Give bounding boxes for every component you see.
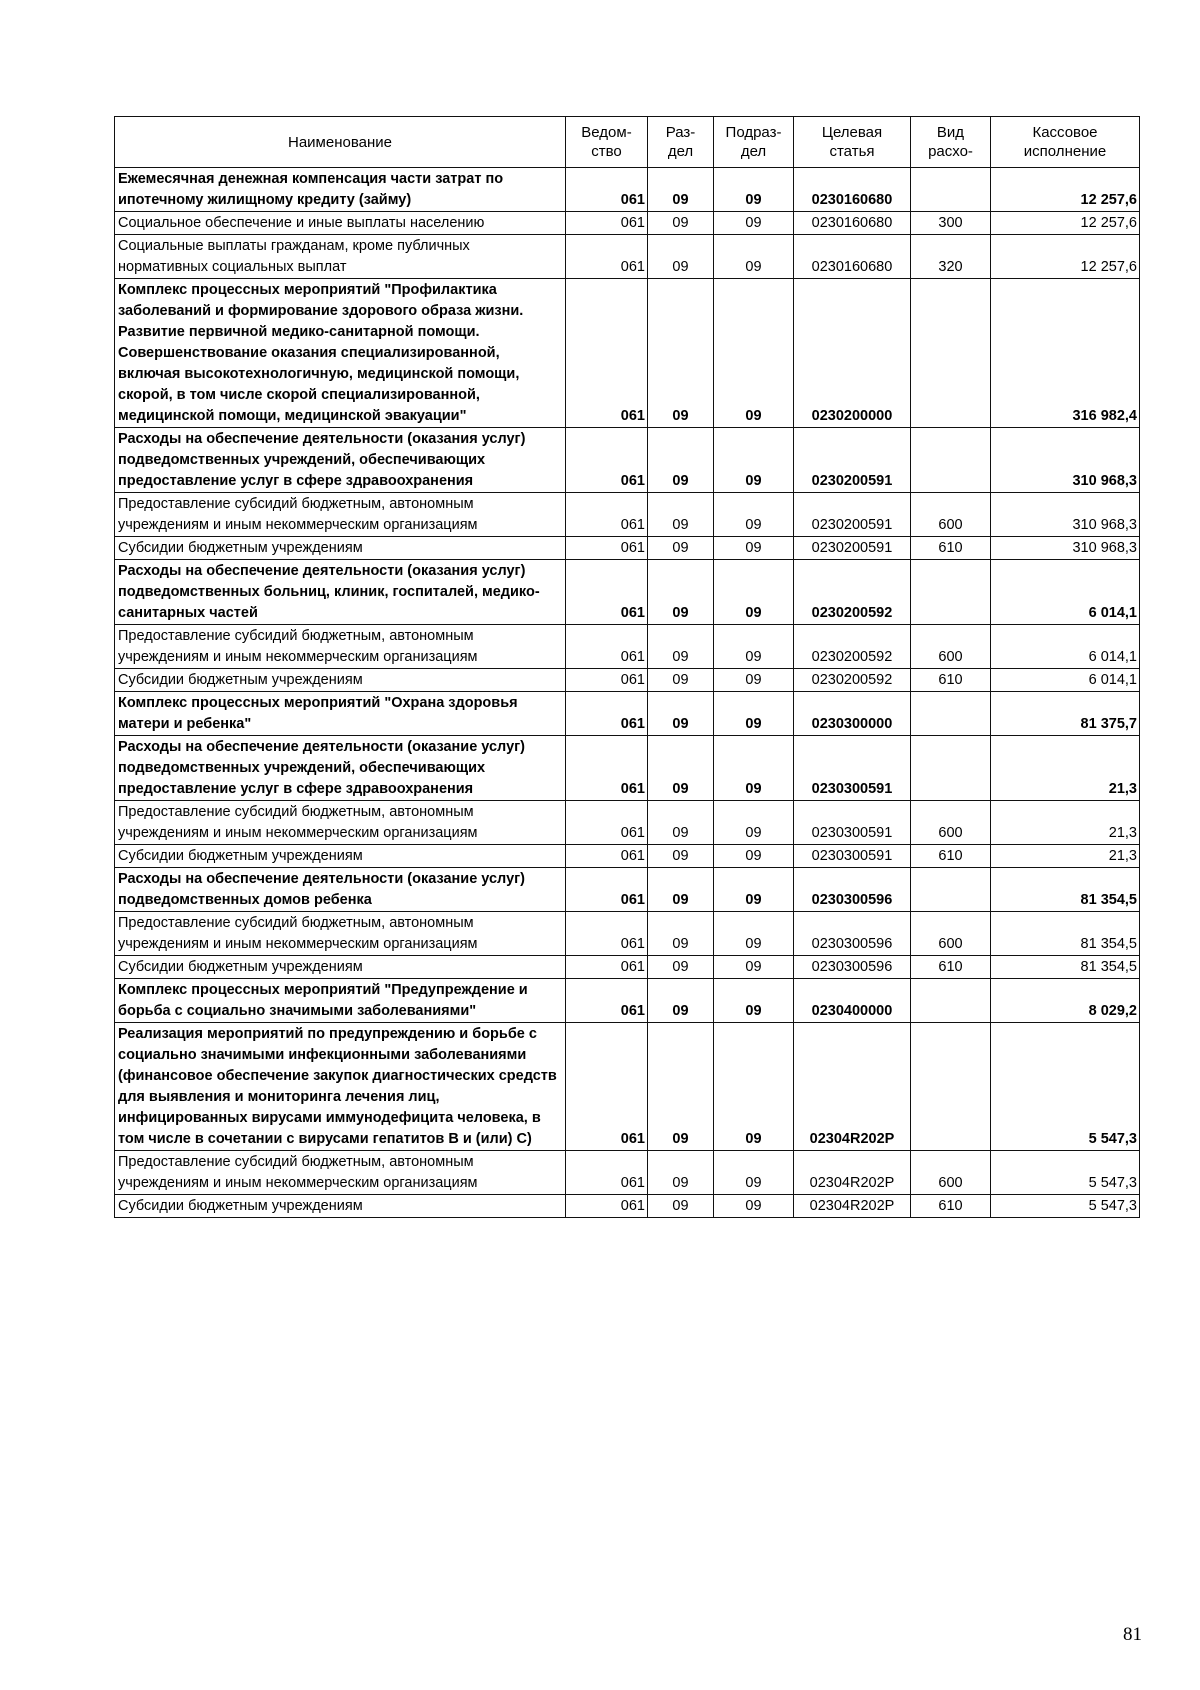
- table-row: [115, 736, 1140, 801]
- cell-kassovoe-ispolnenie: 81 354,5: [991, 956, 1140, 979]
- page-number: 81: [1123, 1624, 1142, 1645]
- cell-celevaya-statya: 0230200592: [794, 625, 911, 669]
- cell-vedomstvo: 061: [566, 493, 648, 537]
- cell-vedomstvo: 061: [566, 845, 648, 868]
- cell-celevaya-statya: 0230200000: [794, 279, 911, 428]
- header-podrazdel: Подраз- дел: [714, 117, 794, 168]
- cell-razdel: 09: [648, 1195, 714, 1218]
- cell-razdel: 09: [648, 493, 714, 537]
- cell-razdel: 09: [648, 801, 714, 845]
- cell-vid-rashodov: 320: [911, 235, 991, 279]
- cell-celevaya-statya: 0230300591: [794, 845, 911, 868]
- header-vid-rashodov: Вид расхо-: [911, 117, 991, 168]
- cell-vedomstvo: 061: [566, 868, 648, 912]
- budget-execution-table: [114, 116, 1140, 1218]
- cell-name: Социальные выплаты гражданам, кроме публичных нормативных социальных выплат: [115, 235, 566, 279]
- cell-name: Предоставление субсидий бюджетным, автономным учреждениям и иным некоммерческим организациям: [115, 493, 566, 537]
- cell-vid-rashodov: [911, 692, 991, 736]
- cell-podrazdel: 09: [714, 1023, 794, 1151]
- cell-razdel: 09: [648, 537, 714, 560]
- cell-podrazdel: 09: [714, 736, 794, 801]
- cell-name: Социальное обеспечение и иные выплаты населению: [115, 212, 566, 235]
- cell-podrazdel: 09: [714, 537, 794, 560]
- cell-vedomstvo: 061: [566, 736, 648, 801]
- cell-vid-rashodov: 600: [911, 493, 991, 537]
- cell-celevaya-statya: 0230200591: [794, 428, 911, 493]
- cell-kassovoe-ispolnenie: 21,3: [991, 801, 1140, 845]
- cell-celevaya-statya: 0230200591: [794, 493, 911, 537]
- cell-vid-rashodov: 600: [911, 912, 991, 956]
- cell-kassovoe-ispolnenie: 6 014,1: [991, 625, 1140, 669]
- cell-vedomstvo: 061: [566, 1023, 648, 1151]
- cell-podrazdel: 09: [714, 625, 794, 669]
- budget-table-container: [114, 116, 1139, 1218]
- cell-kassovoe-ispolnenie: 12 257,6: [991, 212, 1140, 235]
- table-row: [115, 1195, 1140, 1218]
- cell-razdel: 09: [648, 736, 714, 801]
- cell-razdel: 09: [648, 168, 714, 212]
- cell-vid-rashodov: 610: [911, 845, 991, 868]
- cell-vedomstvo: 061: [566, 956, 648, 979]
- header-kassovoe-ispolnenie: Кассовое исполнение: [991, 117, 1140, 168]
- cell-kassovoe-ispolnenie: 12 257,6: [991, 168, 1140, 212]
- cell-podrazdel: 09: [714, 669, 794, 692]
- table-row: [115, 493, 1140, 537]
- table-row: [115, 168, 1140, 212]
- cell-name: Комплекс процессных мероприятий "Предупреждение и борьба с социально значимыми заболеваниями": [115, 979, 566, 1023]
- cell-podrazdel: 09: [714, 235, 794, 279]
- cell-kassovoe-ispolnenie: 81 375,7: [991, 692, 1140, 736]
- cell-vid-rashodov: [911, 560, 991, 625]
- cell-name: Ежемесячная денежная компенсация части затрат по ипотечному жилищному кредиту (займу): [115, 168, 566, 212]
- cell-vid-rashodov: 600: [911, 625, 991, 669]
- cell-vedomstvo: 061: [566, 235, 648, 279]
- table-body: [115, 168, 1140, 1218]
- cell-kassovoe-ispolnenie: 81 354,5: [991, 868, 1140, 912]
- cell-celevaya-statya: 02304R202P: [794, 1195, 911, 1218]
- table-row: [115, 625, 1140, 669]
- cell-vid-rashodov: [911, 868, 991, 912]
- table-row: [115, 212, 1140, 235]
- cell-celevaya-statya: 0230300596: [794, 868, 911, 912]
- cell-vedomstvo: 061: [566, 979, 648, 1023]
- cell-podrazdel: 09: [714, 493, 794, 537]
- table-row: [115, 868, 1140, 912]
- cell-podrazdel: 09: [714, 801, 794, 845]
- table-row: [115, 692, 1140, 736]
- cell-name: Комплекс процессных мероприятий "Профилактика заболеваний и формирование здорового образа жизни. Развитие первичной медико-санитарной помощи. Совершенствование оказания специализированной, включая высокотехнологичную, медицинской помощи, скорой, в том числе скорой специализированной, медицинской помощи, медицинской эвакуации": [115, 279, 566, 428]
- cell-kassovoe-ispolnenie: 316 982,4: [991, 279, 1140, 428]
- cell-razdel: 09: [648, 625, 714, 669]
- cell-vid-rashodov: 610: [911, 956, 991, 979]
- cell-podrazdel: 09: [714, 560, 794, 625]
- cell-celevaya-statya: 0230300596: [794, 912, 911, 956]
- header-celevaya-statya: Целевая статья: [794, 117, 911, 168]
- cell-name: Субсидии бюджетным учреждениям: [115, 1195, 566, 1218]
- cell-name: Реализация мероприятий по предупреждению и борьбе с социально значимыми инфекционными заболеваниями (финансовое обеспечение закупок диагностических средств для выявления и мониторинга лечения лиц, инфицированных вирусами иммунодефицита человека, в том числе в сочетании с вирусами гепатитов B и (или) C): [115, 1023, 566, 1151]
- cell-vid-rashodov: 600: [911, 1151, 991, 1195]
- cell-celevaya-statya: 0230300596: [794, 956, 911, 979]
- header-vedomstvo: Ведом- ство: [566, 117, 648, 168]
- table-row: [115, 801, 1140, 845]
- cell-celevaya-statya: 0230160680: [794, 212, 911, 235]
- cell-vedomstvo: 061: [566, 428, 648, 493]
- cell-razdel: 09: [648, 212, 714, 235]
- cell-razdel: 09: [648, 692, 714, 736]
- cell-kassovoe-ispolnenie: 5 547,3: [991, 1023, 1140, 1151]
- cell-vedomstvo: 061: [566, 625, 648, 669]
- cell-kassovoe-ispolnenie: 6 014,1: [991, 669, 1140, 692]
- cell-razdel: 09: [648, 868, 714, 912]
- cell-vedomstvo: 061: [566, 168, 648, 212]
- cell-celevaya-statya: 0230160680: [794, 168, 911, 212]
- cell-razdel: 09: [648, 956, 714, 979]
- cell-razdel: 09: [648, 428, 714, 493]
- header-razdel: Раз- дел: [648, 117, 714, 168]
- table-header-row: [115, 117, 1140, 168]
- table-row: [115, 1151, 1140, 1195]
- cell-name: Комплекс процессных мероприятий "Охрана здоровья матери и ребенка": [115, 692, 566, 736]
- cell-name: Предоставление субсидий бюджетным, автономным учреждениям и иным некоммерческим организациям: [115, 625, 566, 669]
- cell-kassovoe-ispolnenie: 310 968,3: [991, 493, 1140, 537]
- cell-celevaya-statya: 0230400000: [794, 979, 911, 1023]
- cell-vid-rashodov: [911, 1023, 991, 1151]
- table-row: [115, 956, 1140, 979]
- cell-vid-rashodov: [911, 979, 991, 1023]
- cell-kassovoe-ispolnenie: 21,3: [991, 845, 1140, 868]
- cell-vedomstvo: 061: [566, 1195, 648, 1218]
- cell-celevaya-statya: 0230200591: [794, 537, 911, 560]
- cell-vid-rashodov: 300: [911, 212, 991, 235]
- cell-celevaya-statya: 02304R202P: [794, 1151, 911, 1195]
- cell-celevaya-statya: 0230300000: [794, 692, 911, 736]
- table-row: [115, 912, 1140, 956]
- cell-kassovoe-ispolnenie: 12 257,6: [991, 235, 1140, 279]
- cell-podrazdel: 09: [714, 1195, 794, 1218]
- cell-podrazdel: 09: [714, 168, 794, 212]
- cell-razdel: 09: [648, 669, 714, 692]
- cell-podrazdel: 09: [714, 956, 794, 979]
- cell-name: Субсидии бюджетным учреждениям: [115, 669, 566, 692]
- cell-vid-rashodov: 600: [911, 801, 991, 845]
- cell-razdel: 09: [648, 235, 714, 279]
- cell-podrazdel: 09: [714, 912, 794, 956]
- cell-razdel: 09: [648, 979, 714, 1023]
- cell-podrazdel: 09: [714, 845, 794, 868]
- cell-vid-rashodov: 610: [911, 1195, 991, 1218]
- cell-celevaya-statya: 0230200592: [794, 560, 911, 625]
- cell-vid-rashodov: [911, 428, 991, 493]
- table-row: [115, 845, 1140, 868]
- cell-razdel: 09: [648, 1023, 714, 1151]
- table-row: [115, 428, 1140, 493]
- cell-podrazdel: 09: [714, 1151, 794, 1195]
- cell-kassovoe-ispolnenie: 21,3: [991, 736, 1140, 801]
- header-name: Наименование: [115, 117, 566, 168]
- table-row: [115, 537, 1140, 560]
- cell-vedomstvo: 061: [566, 669, 648, 692]
- cell-vid-rashodov: [911, 279, 991, 428]
- table-row: [115, 1023, 1140, 1151]
- cell-razdel: 09: [648, 560, 714, 625]
- cell-kassovoe-ispolnenie: 81 354,5: [991, 912, 1140, 956]
- cell-vedomstvo: 061: [566, 212, 648, 235]
- cell-razdel: 09: [648, 912, 714, 956]
- cell-name: Предоставление субсидий бюджетным, автономным учреждениям и иным некоммерческим организациям: [115, 1151, 566, 1195]
- cell-name: Расходы на обеспечение деятельности (оказания услуг) подведомственных больниц, клиник, госпиталей, медико-санитарных частей: [115, 560, 566, 625]
- cell-kassovoe-ispolnenie: 310 968,3: [991, 537, 1140, 560]
- cell-vedomstvo: 061: [566, 912, 648, 956]
- cell-celevaya-statya: 0230300591: [794, 801, 911, 845]
- cell-vedomstvo: 061: [566, 692, 648, 736]
- cell-podrazdel: 09: [714, 868, 794, 912]
- cell-name: Предоставление субсидий бюджетным, автономным учреждениям и иным некоммерческим организациям: [115, 801, 566, 845]
- cell-razdel: 09: [648, 845, 714, 868]
- cell-celevaya-statya: 02304R202P: [794, 1023, 911, 1151]
- cell-kassovoe-ispolnenie: 5 547,3: [991, 1195, 1140, 1218]
- cell-podrazdel: 09: [714, 212, 794, 235]
- cell-vid-rashodov: [911, 168, 991, 212]
- table-row: [115, 235, 1140, 279]
- cell-razdel: 09: [648, 279, 714, 428]
- cell-name: Расходы на обеспечение деятельности (оказание услуг) подведомственных домов ребенка: [115, 868, 566, 912]
- cell-celevaya-statya: 0230200592: [794, 669, 911, 692]
- cell-kassovoe-ispolnenie: 8 029,2: [991, 979, 1140, 1023]
- cell-name: Предоставление субсидий бюджетным, автономным учреждениям и иным некоммерческим организациям: [115, 912, 566, 956]
- cell-podrazdel: 09: [714, 692, 794, 736]
- cell-vid-rashodov: [911, 736, 991, 801]
- table-row: [115, 669, 1140, 692]
- cell-vedomstvo: 061: [566, 537, 648, 560]
- cell-vedomstvo: 061: [566, 560, 648, 625]
- cell-vedomstvo: 061: [566, 801, 648, 845]
- cell-name: Субсидии бюджетным учреждениям: [115, 537, 566, 560]
- cell-name: Расходы на обеспечение деятельности (оказания услуг) подведомственных учреждений, обеспечивающих предоставление услуг в сфере здравоохранения: [115, 428, 566, 493]
- cell-name: Субсидии бюджетным учреждениям: [115, 956, 566, 979]
- cell-podrazdel: 09: [714, 428, 794, 493]
- table-row: [115, 279, 1140, 428]
- cell-kassovoe-ispolnenie: 6 014,1: [991, 560, 1140, 625]
- cell-name: Субсидии бюджетным учреждениям: [115, 845, 566, 868]
- cell-podrazdel: 09: [714, 279, 794, 428]
- cell-podrazdel: 09: [714, 979, 794, 1023]
- table-row: [115, 560, 1140, 625]
- cell-vedomstvo: 061: [566, 1151, 648, 1195]
- cell-kassovoe-ispolnenie: 5 547,3: [991, 1151, 1140, 1195]
- cell-razdel: 09: [648, 1151, 714, 1195]
- cell-celevaya-statya: 0230300591: [794, 736, 911, 801]
- table-row: [115, 979, 1140, 1023]
- cell-name: Расходы на обеспечение деятельности (оказание услуг) подведомственных учреждений, обеспечивающих предоставление услуг в сфере здравоохранения: [115, 736, 566, 801]
- cell-vedomstvo: 061: [566, 279, 648, 428]
- cell-vid-rashodov: 610: [911, 537, 991, 560]
- cell-kassovoe-ispolnenie: 310 968,3: [991, 428, 1140, 493]
- cell-vid-rashodov: 610: [911, 669, 991, 692]
- cell-celevaya-statya: 0230160680: [794, 235, 911, 279]
